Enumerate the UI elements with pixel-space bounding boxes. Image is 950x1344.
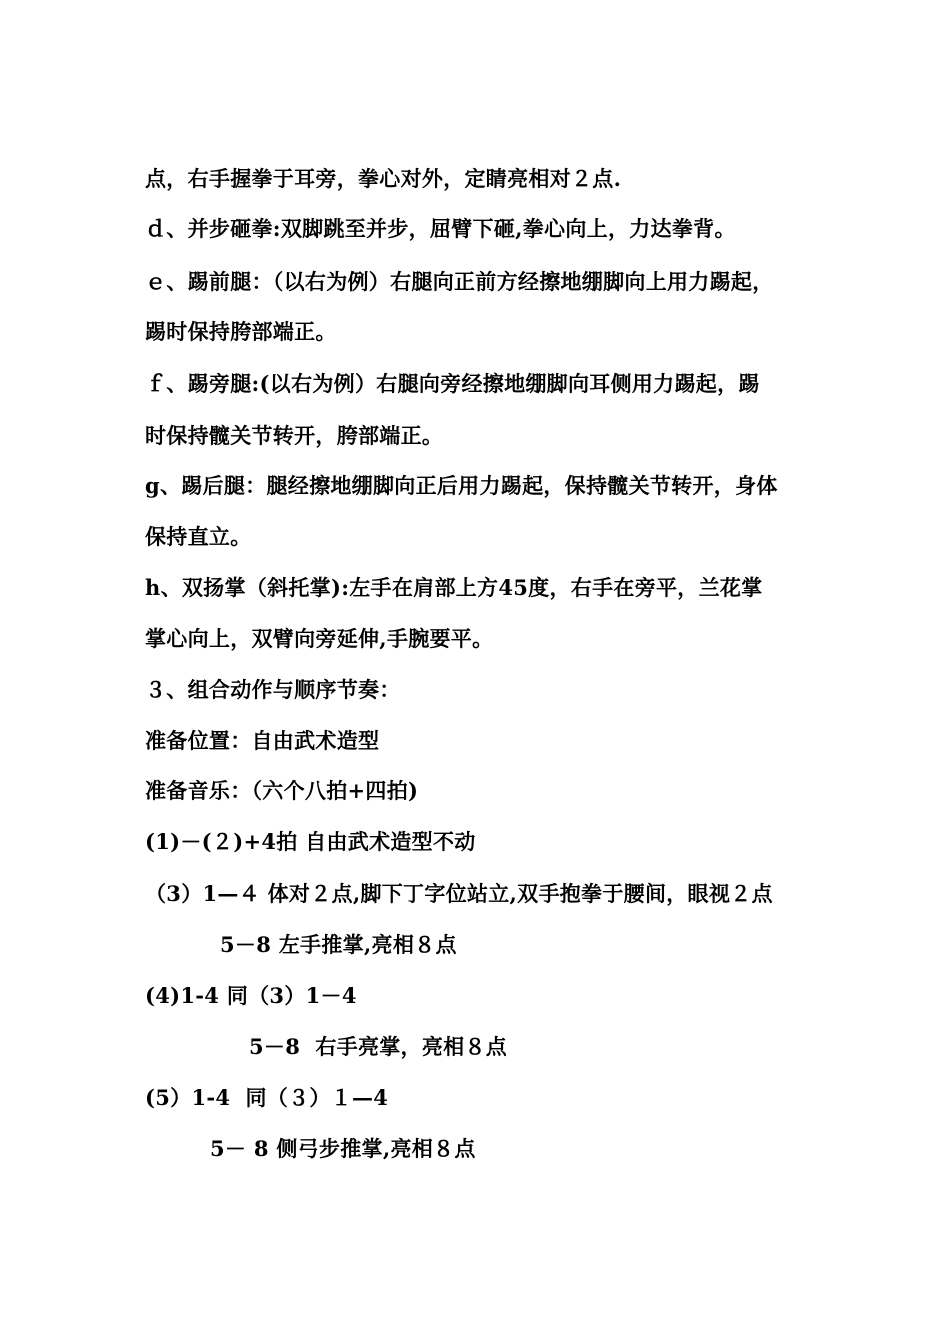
text-line: (5）1-4 同（３）１—4 <box>145 1085 389 1110</box>
text-line: （3）1—４ 体对２点,脚下丁字位站立,双手抱拳于腰间，眼视２点 <box>145 881 773 906</box>
text-line: 准备位置：自由武术造型 <box>145 728 380 753</box>
text-line: 掌心向上，双臂向旁延伸,手腕要平。 <box>145 626 494 651</box>
text-line: 5－8 左手推掌,亮相８点 <box>220 932 457 957</box>
text-line: 5－ 8 侧弓步推掌,亮相８点 <box>210 1136 476 1161</box>
text-line: 点，右手握拳于耳旁，拳心对外，定睛亮相对２点. <box>145 166 622 191</box>
text-line: (1)－(２)+4拍 自由武术造型不动 <box>145 829 476 854</box>
text-line: 保持直立。 <box>145 524 252 549</box>
text-line: 准备音乐：（六个八拍+四拍) <box>145 778 419 803</box>
text-line: 时保持髋关节转开，胯部端正。 <box>145 423 444 448</box>
text-line: ｄ、并步砸拳:双脚跳至并步，屈臂下砸,拳心向上，力达拳背。 <box>145 216 736 241</box>
text-line: (4)1-4 同（3）1－4 <box>145 983 357 1008</box>
text-line: 踢时保持胯部端正。 <box>145 319 337 344</box>
text-line: ｅ、踢前腿：（以右为例）右腿向正前方经擦地绷脚向上用力踢起， <box>145 269 774 294</box>
text-line: ｆ、踢旁腿:(以右为例）右腿向旁经擦地绷脚向耳侧用力踢起，踢 <box>145 371 760 396</box>
text-line: h、双扬掌（斜托掌):左手在肩部上方45度，右手在旁平，兰花掌 <box>145 575 763 600</box>
section-heading: ３、组合动作与顺序节奏： <box>145 677 401 702</box>
text-line: 5－8 右手亮掌，亮相８点 <box>249 1034 508 1059</box>
text-line: g、踢后腿：腿经擦地绷脚向正后用力踢起，保持髋关节转开，身体 <box>145 473 778 498</box>
